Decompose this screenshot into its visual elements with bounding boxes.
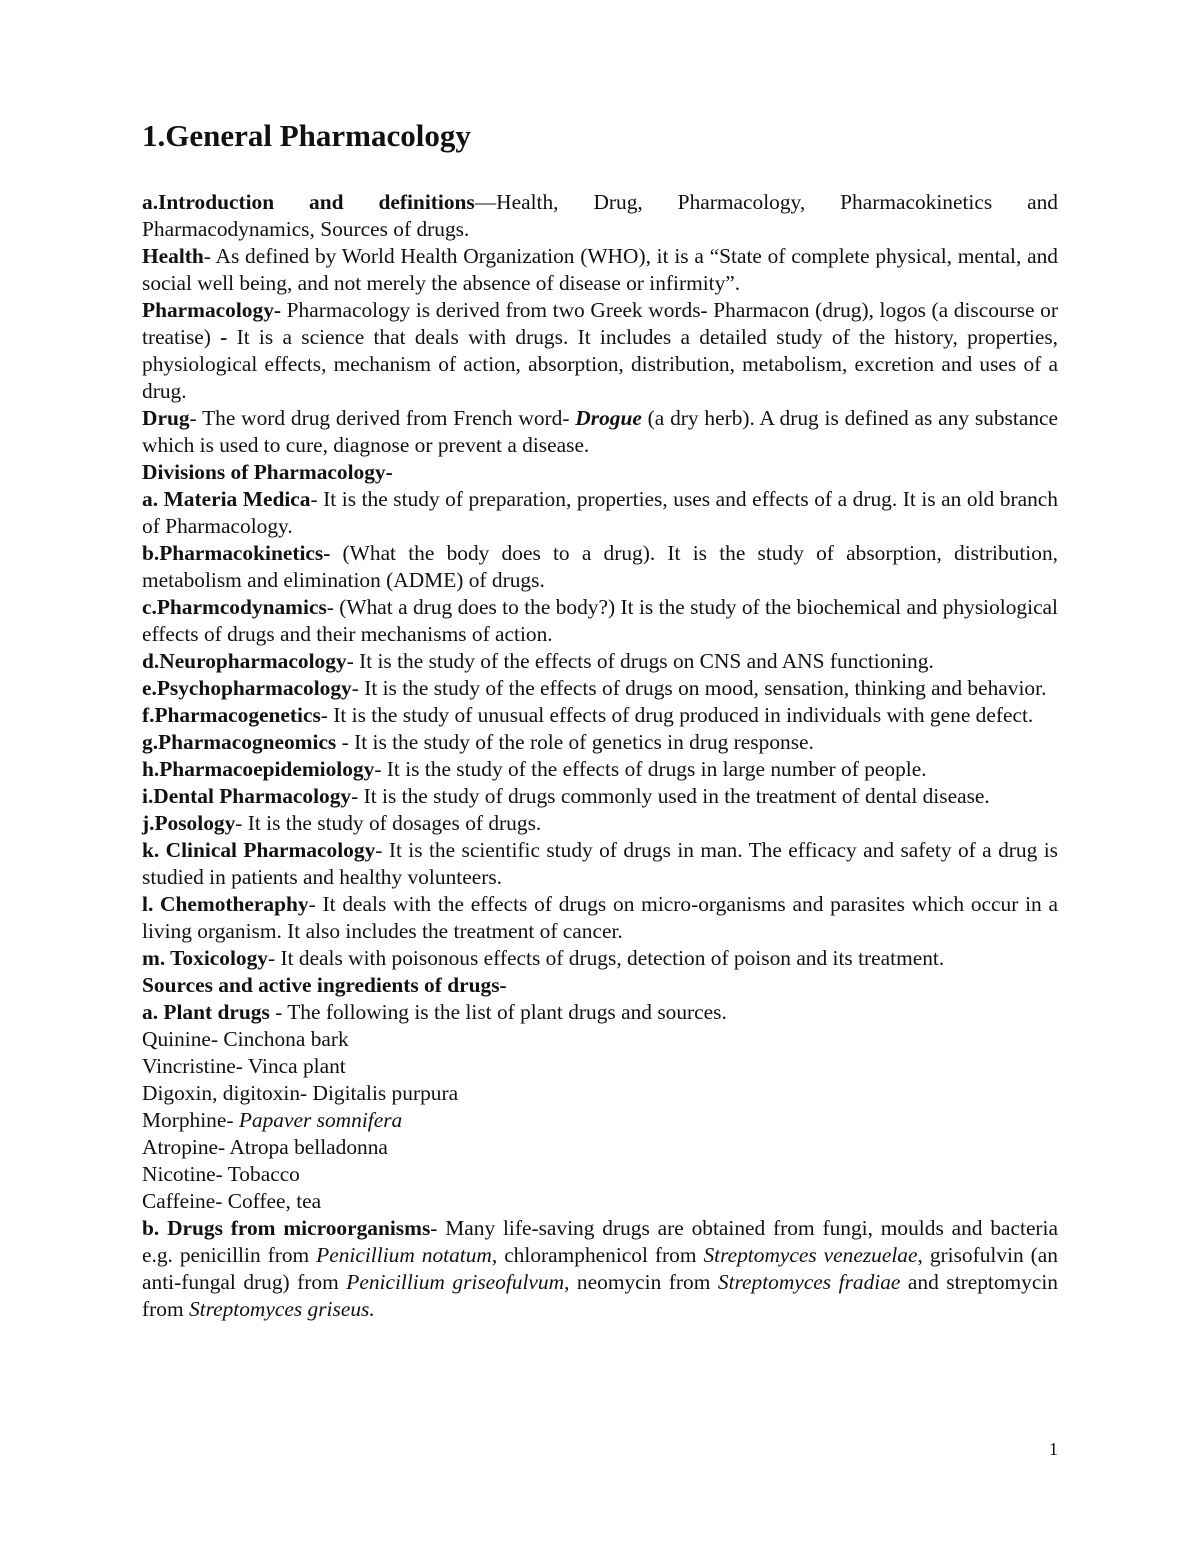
text-run: - The word drug derived from French word- bbox=[189, 406, 576, 430]
bold-text: Divisions of Pharmacology- bbox=[142, 460, 393, 484]
paragraph bbox=[142, 1134, 1058, 1161]
text-run: - It is the study of the effects of drugs on CNS and ANS functioning. bbox=[346, 649, 934, 673]
text-run: - It is the study of the effects of drugs on mood, sensation, thinking and behavior. bbox=[351, 676, 1047, 700]
bold-text: i.Dental Pharmacology bbox=[142, 784, 352, 808]
paragraph bbox=[142, 945, 1058, 972]
paragraph bbox=[142, 1161, 1058, 1188]
paragraph bbox=[142, 810, 1058, 837]
text-run: - It is the scientific study of drugs in man. The efficacy and safety of a drug is studied in patients and healthy volunteers. bbox=[142, 838, 1058, 889]
paragraph bbox=[142, 1107, 1058, 1134]
text-run: - It deals with poisonous effects of drugs, detection of poison and its treatment. bbox=[267, 946, 945, 970]
paragraph bbox=[142, 459, 1058, 486]
paragraph bbox=[142, 702, 1058, 729]
bold-text bbox=[575, 406, 642, 430]
bold-text: c.Pharmcodynamics bbox=[142, 595, 327, 619]
page-title: 1.General Pharmacology bbox=[142, 118, 471, 153]
italic-text: Penicillium griseofulvum bbox=[346, 1270, 565, 1294]
bold-text: b. Drugs from microorganisms bbox=[142, 1216, 431, 1240]
paragraph bbox=[142, 1080, 1058, 1107]
paragraph bbox=[142, 1026, 1058, 1053]
italic-text: Streptomyces venezuelae bbox=[703, 1243, 918, 1267]
bold-text: a. Materia Medica bbox=[142, 487, 311, 511]
paragraph bbox=[142, 1215, 1058, 1323]
bold-text: a.Introduction and definitions bbox=[142, 190, 475, 214]
text-run: , neomycin from bbox=[564, 1270, 718, 1294]
italic-text: Papaver somnifera bbox=[238, 1108, 403, 1132]
bold-text: h.Pharmacoepidemiology bbox=[142, 757, 375, 781]
text-run: and streptomycin from bbox=[142, 1270, 1058, 1321]
bold-text: Sources and active ingredients of drugs- bbox=[142, 973, 507, 997]
paragraph bbox=[142, 189, 1058, 243]
italic-text: Penicillium notatum bbox=[316, 1243, 492, 1267]
paragraph bbox=[142, 486, 1058, 540]
bold-text: e.Psychopharmacology bbox=[142, 676, 352, 700]
paragraph bbox=[142, 648, 1058, 675]
paragraph bbox=[142, 540, 1058, 594]
text-run: - As defined by World Health Organization (WHO), it is a “State of complete physical, mental, and social well being, and not merely the absence of disease or infirmity”. bbox=[142, 244, 1058, 295]
bold-text: j.Posology bbox=[142, 811, 236, 835]
text-run: Pharmacology is derived from two Greek words- Pharmacon (drug), logos (a discourse or treatise) bbox=[142, 298, 1058, 349]
text-run: - It is the study of dosages of drugs. bbox=[235, 811, 542, 835]
paragraph bbox=[142, 756, 1058, 783]
paragraph bbox=[142, 297, 1058, 405]
text-run: - (What a drug does to the body?) It is the study of the biochemical and physiological effects of drugs and their mechanisms of action. bbox=[142, 595, 1058, 646]
text-run: Digoxin, digitoxin- Digitalis purpura bbox=[142, 1081, 459, 1105]
bold-text: f.Pharmacogenetics bbox=[142, 703, 321, 727]
text-run: - Many life-saving drugs are obtained from fungi, moulds and bacteria e.g. penicillin from bbox=[142, 1216, 1058, 1267]
text-run: (What the body does to a drug). It is the study of absorption, distribution, metabolism and elimination (ADME) of drugs. bbox=[142, 541, 1058, 592]
text-run: —Health, Drug, Pharmacology, Pharmacokinetics and Pharmacodynamics, Sources of drugs. bbox=[142, 190, 1058, 241]
bold-text: Health bbox=[142, 244, 204, 268]
paragraph bbox=[142, 891, 1058, 945]
italic-text: Streptomyces griseus. bbox=[188, 1297, 375, 1321]
bold-text: a. Plant drugs bbox=[142, 1000, 270, 1024]
text-run: - It is the study of drugs commonly used in the treatment of dental disease. bbox=[351, 784, 990, 808]
bold-text: Drug bbox=[142, 406, 190, 430]
paragraph bbox=[142, 675, 1058, 702]
emphasis-text: Drogue bbox=[575, 406, 642, 430]
text-run: Vincristine- Vinca plant bbox=[142, 1054, 346, 1078]
bold-text: k. Clinical Pharmacology bbox=[142, 838, 376, 862]
page-number: 1 bbox=[1049, 1439, 1058, 1459]
bold-text: g.Pharmacogneomics bbox=[142, 730, 337, 754]
paragraph bbox=[142, 405, 1058, 459]
text-run: Nicotine- Tobacco bbox=[142, 1162, 300, 1186]
text-run: , grisofulvin (an anti-fungal drug) from bbox=[142, 1243, 1058, 1294]
paragraph bbox=[142, 999, 1058, 1026]
text-run: It is a science that deals with drugs. It includes a detailed study of the history, properties, physiological effects, mechanism of action, absorption, distribution, metabolism, excretion and uses of a drug. bbox=[142, 325, 1058, 403]
bold-text: l. Chemotheraphy bbox=[142, 892, 309, 916]
paragraph bbox=[142, 729, 1058, 756]
text-run: (a dry herb). A drug is defined as any substance which is used to cure, diagnose or prevent a disease. bbox=[142, 406, 1059, 457]
text-run: - The following is the list of plant drugs and sources. bbox=[269, 1000, 727, 1024]
text-run: - It is the study of the role of genetics in drug response. bbox=[336, 730, 814, 754]
bold-text: m. Toxicology bbox=[142, 946, 268, 970]
paragraph bbox=[142, 783, 1058, 810]
text-run: Morphine- bbox=[142, 1108, 239, 1132]
paragraph bbox=[142, 1053, 1058, 1080]
document-body bbox=[142, 189, 1058, 1323]
text-run: - It deals with the effects of drugs on micro-organisms and parasites which occur in a living organism. It also includes the treatment of cancer. bbox=[142, 892, 1058, 943]
paragraph bbox=[142, 972, 1058, 999]
text-run: Atropine- Atropa belladonna bbox=[142, 1135, 388, 1159]
italic-text: Streptomyces fradiae bbox=[717, 1270, 901, 1294]
text-run: - It is the study of the effects of drugs in large number of people. bbox=[374, 757, 927, 781]
text-run: Quinine- Cinchona bark bbox=[142, 1027, 349, 1051]
bold-text: Pharmacology- bbox=[142, 298, 282, 322]
text-run: Caffeine- Coffee, tea bbox=[142, 1189, 322, 1213]
text-run: , chloramphenicol from bbox=[491, 1243, 704, 1267]
text-run: - It is the study of preparation, properties, uses and effects of a drug. It is an old branch of Pharmacology. bbox=[142, 487, 1058, 538]
bold-text: d.Neuropharmacology bbox=[142, 649, 347, 673]
paragraph bbox=[142, 243, 1058, 297]
text-run: - It is the study of unusual effects of drug produced in individuals with gene defect. bbox=[320, 703, 1034, 727]
bold-text: b.Pharmacokinetics- bbox=[142, 541, 331, 565]
paragraph bbox=[142, 594, 1058, 648]
paragraph bbox=[142, 837, 1058, 891]
bold-text: - bbox=[220, 325, 228, 349]
paragraph bbox=[142, 1188, 1058, 1215]
